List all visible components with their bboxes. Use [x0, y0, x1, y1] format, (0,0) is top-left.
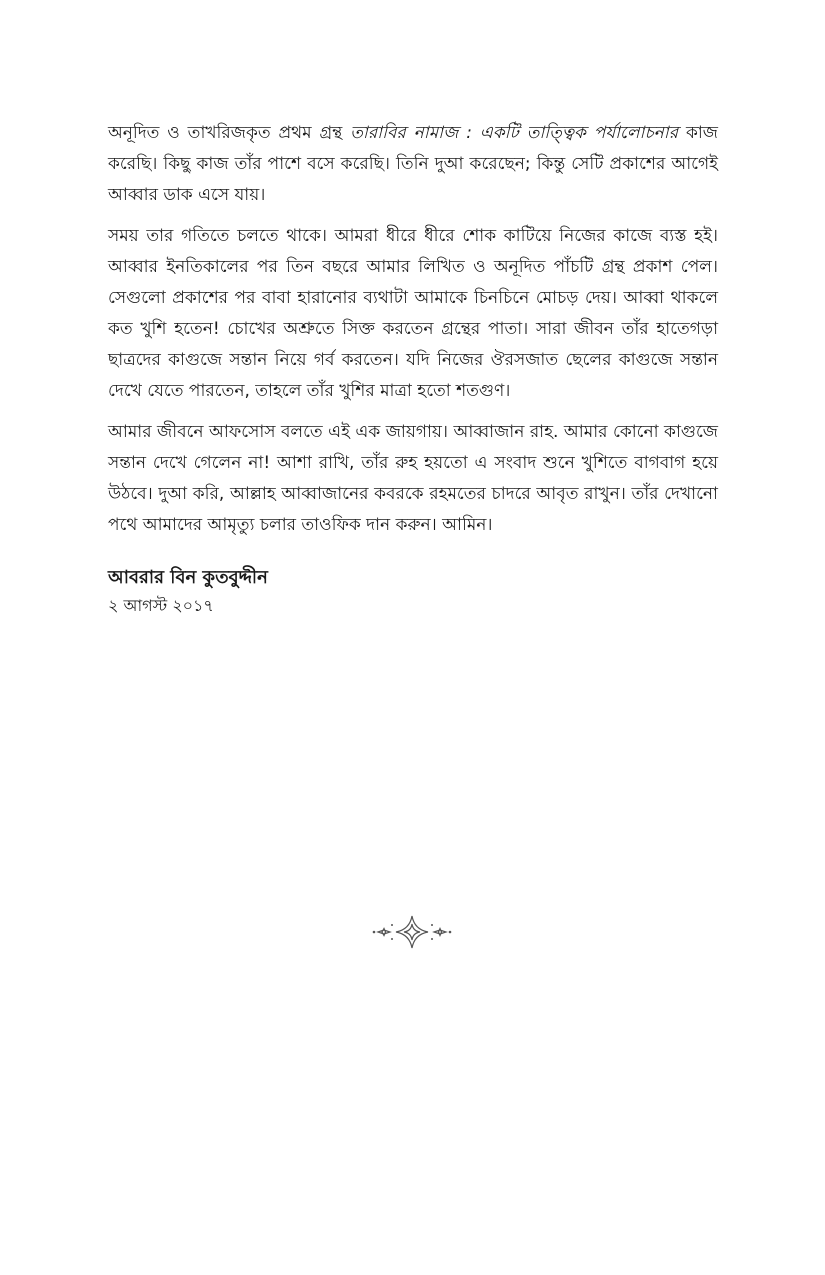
signature-date: ২ আগস্ট ২০১৭	[108, 596, 214, 615]
book-title: তারাবির নামাজ : একটি তাত্ত্বিক পর্যালোচনার	[350, 123, 679, 143]
paragraph-1-lead: অনূদিত ও তাখরিজকৃত প্রথম গ্রন্থ	[108, 123, 351, 143]
paragraph-1	[108, 118, 718, 211]
paragraph-3: আমার জীবনে আফসোস বলতে এই এক জায়গায়। আব্বাজান রাহ. আমার কোনো কাগুজে সন্তান দেখে গেলেন না! আশা রাখি, তাঁর রুহ হয়তো এ সংবাদ শুনে খুশিতে বাগবাগ হয়ে উঠবে। দুআ করি, আল্লাহ আব্বাজানের কবরকে রহমতের চাদরে আবৃত রাখুন। তাঁর দেখানো পথে আমাদের আমৃত্যু চলার তাওফিক দান করুন। আমিন।	[108, 422, 718, 535]
author-signature: আবরার বিন কুতবুদ্দীন	[108, 567, 268, 588]
four-point-star-ornament-icon	[366, 910, 458, 954]
page-body	[108, 118, 718, 619]
paragraph-2: সময় তার গতিতে চলতে থাকে। আমরা ধীরে ধীরে শোক কাটিয়ে নিজের কাজে ব্যস্ত হই। আব্বার ইনতিকালের পর তিন বছরে আমার লিখিত ও অনূদিত পাঁচটি গ্রন্থ প্রকাশ পেল। সেগুলো প্রকাশের পর বাবা হারানোর ব্যথাটা আমাকে চিনচিনে মোচড় দেয়। আব্বা থাকলে কত খুশি হতেন! চোখের অশ্রুতে সিক্ত করতেন গ্রন্থের পাতা। সারা জীবন তাঁর হাতেগড়া ছাত্রদের কাগুজে সন্তান নিয়ে গর্ব করতেন। যদি নিজের ঔরসজাত ছেলের কাগুজে সন্তান দেখে যেতে পারতেন, তাহলে তাঁর খুশির মাত্রা হতো শতগুণ।	[108, 226, 718, 401]
paragraph-1-rest: কাজ করেছি। কিছু কাজ তাঁর পাশে বসে করেছি। তিনি দুআ করেছেন; কিন্তু সেটি প্রকাশের আগেই আব্বার ডাক এসে যায়।	[108, 123, 718, 205]
